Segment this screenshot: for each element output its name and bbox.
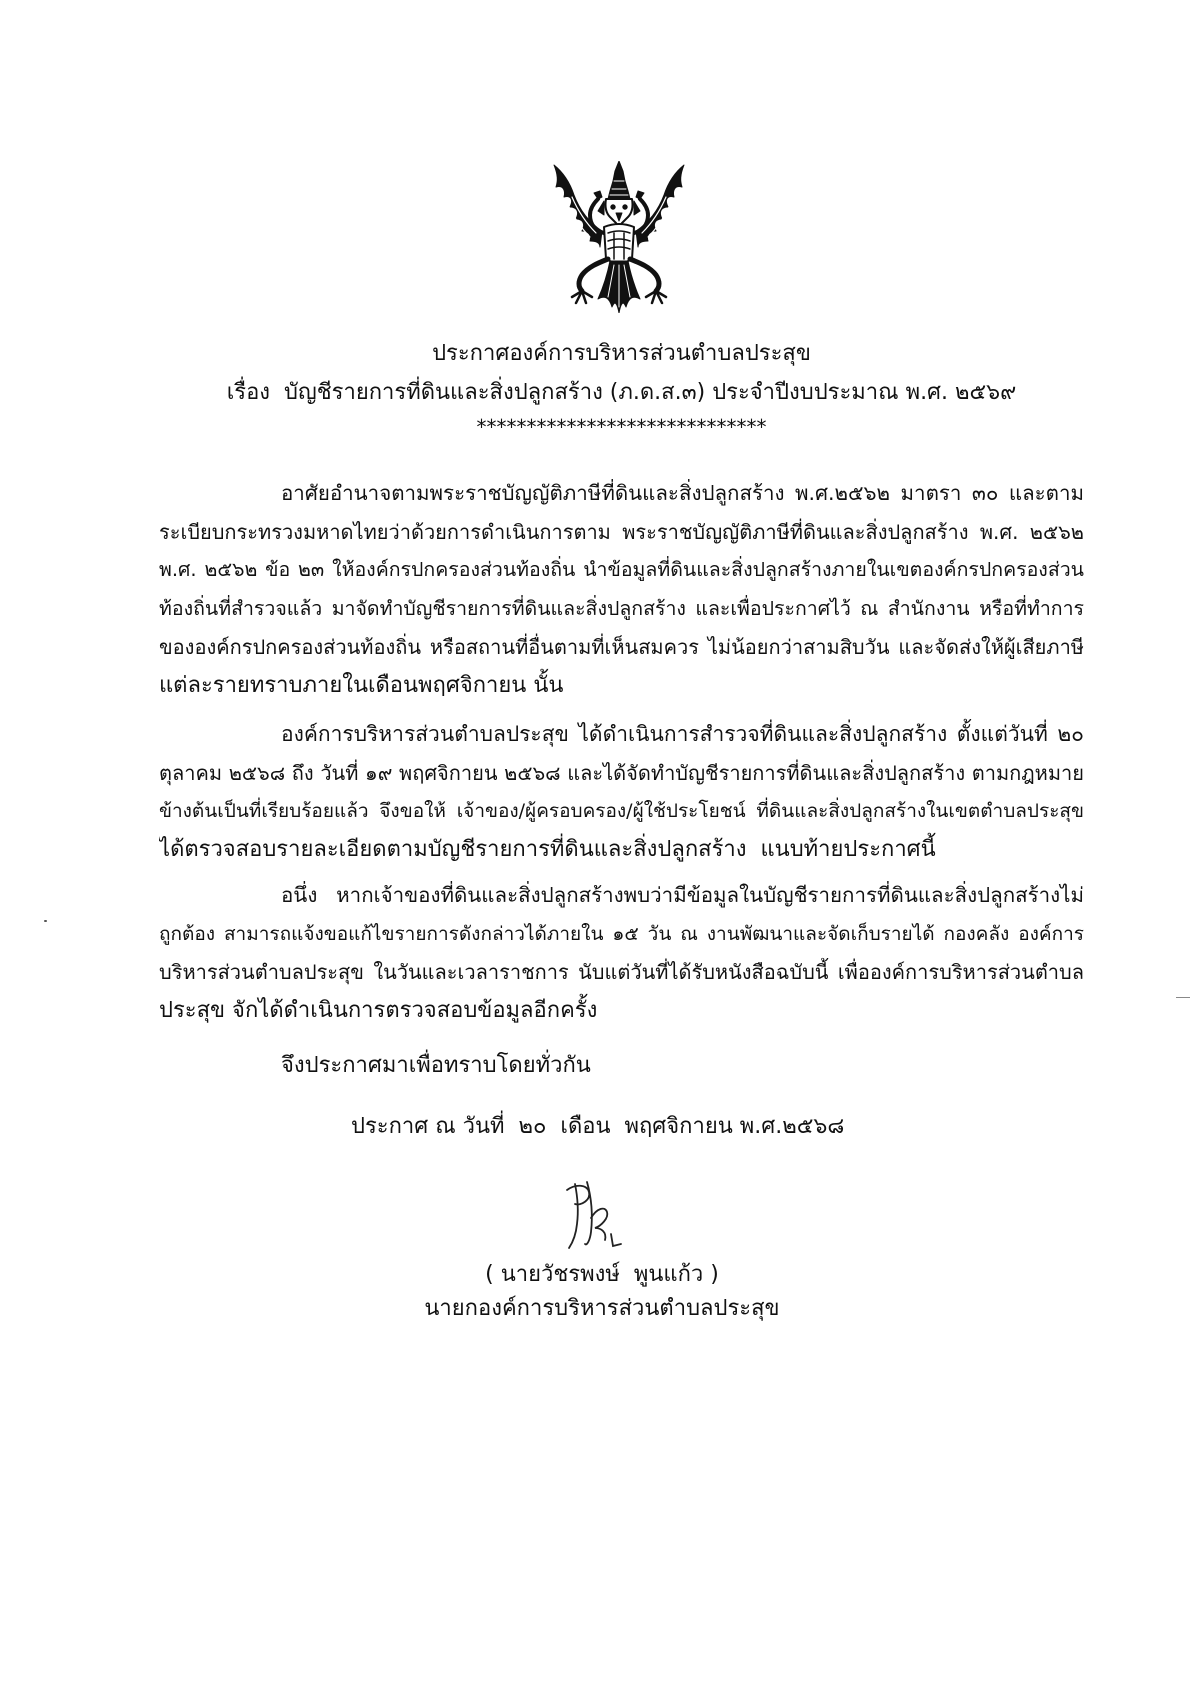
closing-statement: จึงประกาศมาเพื่อทราบโดยทั่วกัน (281, 1053, 591, 1078)
garuda-emblem-icon (552, 161, 686, 313)
signer-position: นายกองค์การบริหารส่วนตำบลประสุข (424, 1296, 780, 1321)
paragraph-line: องค์การบริหารส่วนตำบลประสุข ได้ดำเนินการสำรวจที่ดินและสิ่งปลูกสร้าง ตั้งแต่วันที่ ๒๐ (281, 722, 1084, 746)
subject-text: บัญชีรายการที่ดินและสิ่งปลูกสร้าง (ภ.ด.ส.๓) ประจำปีงบประมาณ พ.ศ. ๒๕๖๙ (284, 379, 1017, 405)
paragraph-line: แต่ละรายทราบภายในเดือนพฤศจิกายน นั้น (159, 672, 564, 698)
paragraph-line: ข้างต้นเป็นที่เรียบร้อยแล้ว จึงขอให้ เจ้าของ/ผู้ครอบครอง/ผู้ใช้ประโยชน์ ที่ดินและสิ่งปลูกสร้างในเขตตำบลประสุข (159, 800, 1084, 822)
paragraph-line: ประสุข จักได้ดำเนินการตรวจสอบข้อมูลอีกครั้ง (159, 997, 598, 1023)
paragraph-correction (159, 876, 1084, 1030)
subject-label: เรื่อง (226, 379, 271, 405)
paragraph-line: ขององค์กรปกครองส่วนท้องถิ่น หรือสถานที่อื่นตามที่เห็นสมควร ไม่น้อยกว่าสามสิบวัน และจัดส่งให้ผู้เสียภาษี (159, 635, 1084, 659)
paragraph-line: ระเบียบกระทรวงมหาดไทยว่าด้วยการดำเนินการตาม พระราชบัญญัติภาษีที่ดินและสิ่งปลูกสร้าง พ.ศ. ๒๕๖๒ (159, 519, 1084, 544)
paragraph-line: อนึ่ง หากเจ้าของที่ดินและสิ่งปลูกสร้างพบว่ามีข้อมูลในบัญชีรายการที่ดินและสิ่งปลูกสร้างไม่ (281, 883, 1084, 907)
paragraph-line: ได้ตรวจสอบรายละเอียดตามบัญชีรายการที่ดินและสิ่งปลูกสร้าง แนบท้ายประกาศนี้ (159, 836, 936, 862)
scan-mark (1176, 997, 1190, 998)
signature (553, 1178, 637, 1258)
announcement-title: ประกาศองค์การบริหารส่วนตำบลประสุข (432, 341, 811, 366)
signer-name: ( นายวัชรพงษ์ พูนแก้ว ) (485, 1262, 719, 1287)
paragraph-authority (159, 474, 1084, 705)
signer-block (402, 1258, 802, 1326)
paragraph-survey (159, 715, 1084, 869)
paragraph-line: อาศัยอำนาจตามพระราชบัญญัติภาษีที่ดินและสิ่งปลูกสร้าง พ.ศ.๒๕๖๒ มาตรา ๓๐ และตาม (281, 481, 1084, 505)
announcement-date: ประกาศ ณ วันที่ ๒๐ เดือน พฤศจิกายน พ.ศ.๒๕๖๘ (351, 1114, 845, 1139)
paragraph-line: พ.ศ. ๒๕๖๒ ข้อ ๒๓ ให้องค์กรปกครองส่วนท้องถิ่น นำข้อมูลที่ดินและสิ่งปลูกสร้างภายในเขตองค์กรปกครองส่วน (159, 558, 1084, 581)
garuda-emblem-graphic (552, 161, 686, 313)
paragraph-line: บริหารส่วนตำบลประสุข ในวันและเวลาราชการ นับแต่วันที่ได้รับหนังสือฉบับนี้ เพื่อองค์การบริหารส่วนตำบล (159, 960, 1084, 984)
announcement-header (159, 335, 1084, 442)
paragraph-line: ท้องถิ่นที่สำรวจแล้ว มาจัดทำบัญชีรายการที่ดินและสิ่งปลูกสร้าง และเพื่อประกาศไว้ ณ สำนักงาน หรือที่ทำการ (159, 596, 1084, 620)
announcement-subject (159, 374, 1084, 413)
paragraph-line: ถูกต้อง สามารถแจ้งขอแก้ไขรายการดังกล่าวได้ภายใน ๑๕ วัน ณ งานพัฒนาและจัดเก็บรายได้ กองคลัง องค์การ (159, 922, 1084, 945)
paragraph-line: ตุลาคม ๒๕๖๘ ถึง วันที่ ๑๙ พฤศจิกายน ๒๕๖๘ และได้จัดทำบัญชีรายการที่ดินและสิ่งปลูกสร้าง ตามกฎหมาย (159, 760, 1084, 785)
signature-graphic (553, 1178, 637, 1258)
header-separator: ***************************** (476, 415, 767, 439)
scan-mark (44, 920, 47, 922)
